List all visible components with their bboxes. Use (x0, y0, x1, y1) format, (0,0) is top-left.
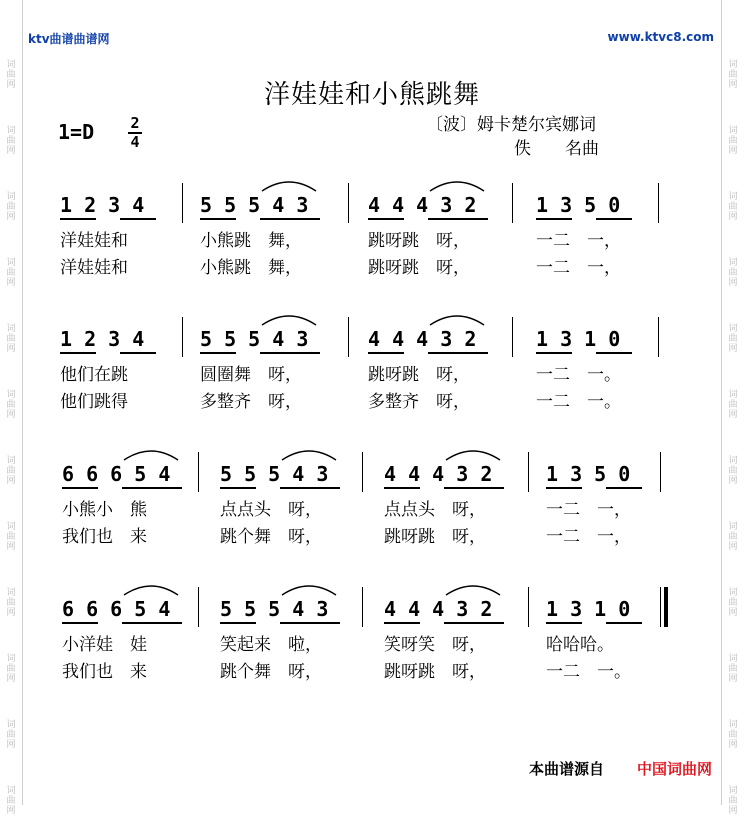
lyric-text: 跳呀跳 呀， (368, 258, 470, 278)
lyric-text: 跳呀跳 呀， (384, 662, 486, 682)
lyricist-credit: 〔波〕姆卡楚尔宾娜词 (426, 115, 596, 135)
lyric-text: 笑呀笑 呀， (384, 635, 486, 655)
side-watermark-left: 词 曲 网 (6, 258, 16, 288)
side-watermark-right: 词 曲 网 (728, 324, 738, 354)
lyric-text: 小熊跳 舞， (200, 231, 302, 251)
lyric-text: 多整齐 呀， (368, 392, 470, 412)
lyric-text: 跳呀跳 呀， (384, 527, 486, 547)
lyric-text: 哈哈哈。 (546, 635, 614, 655)
lyric-text: 一二 一， (546, 527, 631, 547)
measure-notes: 1 2 3 4 (60, 193, 145, 217)
side-watermark-right: 词 曲 网 (728, 258, 738, 288)
side-watermark-right: 词 曲 网 (728, 456, 738, 486)
measure-notes: 1 3 5 0 (536, 193, 621, 217)
side-watermark-right: 词 曲 网 (728, 126, 738, 156)
lyric-text: 一二 一。 (546, 662, 631, 682)
measure-notes: 5 5 5 4 3 (220, 462, 329, 486)
measure-notes: 4 4 4 3 2 (368, 193, 477, 217)
side-watermark-left: 词 曲 网 (6, 390, 16, 420)
lyric-text: 多整齐 呀， (200, 392, 302, 412)
side-watermark-right: 词 曲 网 (728, 60, 738, 90)
measure-notes: 5 5 5 4 3 (200, 327, 309, 351)
time-signature-top: 2 (130, 114, 140, 132)
measure-notes: 1 3 1 0 (536, 327, 621, 351)
slur-mark (282, 451, 336, 460)
lyric-text: 一二 一。 (536, 365, 621, 385)
lyric-text: 一二 一， (536, 258, 621, 278)
watermark-right-site: www.ktvc8.com (607, 30, 714, 44)
measure-notes: 1 3 1 0 (546, 597, 631, 621)
side-watermark-left: 词 曲 网 (6, 60, 16, 90)
lyric-text: 点点头 呀， (384, 500, 486, 520)
side-watermark-right: 词 曲 网 (728, 786, 738, 816)
slur-mark (446, 451, 500, 460)
lyric-text: 我们也 来 (62, 527, 147, 547)
lyric-text: 一二 一。 (536, 392, 621, 412)
lyric-text: 他们跳得 (60, 392, 128, 412)
lyric-text: 一二 一， (536, 231, 621, 251)
song-title: 洋娃娃和小熊跳舞 (263, 80, 480, 110)
slur-mark (262, 182, 316, 191)
lyric-text: 一二 一， (546, 500, 631, 520)
lyric-text: 洋娃娃和 (60, 231, 128, 251)
lyric-text: 跳个舞 呀， (220, 527, 322, 547)
side-watermark-right: 词 曲 网 (728, 588, 738, 618)
slur-mark (446, 586, 500, 595)
measure-notes: 6 6 6 5 4 (62, 597, 171, 621)
side-watermark-right: 词 曲 网 (728, 720, 738, 750)
lyric-text: 圆圈舞 呀， (200, 365, 302, 385)
side-watermark-right: 词 曲 网 (728, 522, 738, 552)
measure-notes: 4 4 4 3 2 (368, 327, 477, 351)
lyric-text: 我们也 来 (62, 662, 147, 682)
slur-mark (282, 586, 336, 595)
side-watermark-left: 词 曲 网 (6, 126, 16, 156)
side-watermark-left: 词 曲 网 (6, 588, 16, 618)
measure-notes: 1 2 3 4 (60, 327, 145, 351)
side-watermark-left: 词 曲 网 (6, 456, 16, 486)
lyric-text: 点点头 呀， (220, 500, 322, 520)
composer-credit: 佚 名曲 (514, 139, 599, 159)
slur-mark (124, 451, 178, 460)
slur-mark (430, 182, 484, 191)
lyric-text: 小熊小 熊 (62, 500, 147, 520)
measure-notes: 1 3 5 0 (546, 462, 631, 486)
lyric-text: 跳呀跳 呀， (368, 231, 470, 251)
lyric-text: 洋娃娃和 (60, 258, 128, 278)
measure-notes: 6 6 6 5 4 (62, 462, 171, 486)
lyric-text: 小熊跳 舞， (200, 258, 302, 278)
measure-notes: 4 4 4 3 2 (384, 597, 493, 621)
side-watermark-left: 词 曲 网 (6, 522, 16, 552)
side-watermark-left: 词 曲 网 (6, 654, 16, 684)
source-label: 本曲谱源自 (528, 760, 604, 778)
slur-mark (124, 586, 178, 595)
key-signature: 1=D (58, 120, 95, 144)
time-signature-bottom: 4 (130, 133, 140, 151)
lyric-text: 笑起来 啦， (220, 635, 322, 655)
watermark-left-site: ktv曲谱曲谱网 (28, 32, 110, 46)
measure-notes: 4 4 4 3 2 (384, 462, 493, 486)
side-watermark-right: 词 曲 网 (728, 654, 738, 684)
lyric-text: 跳个舞 呀， (220, 662, 322, 682)
side-watermark-right: 词 曲 网 (728, 192, 738, 222)
side-watermark-right: 词 曲 网 (728, 390, 738, 420)
lyric-text: 他们在跳 (60, 365, 128, 385)
side-watermark-left: 词 曲 网 (6, 720, 16, 750)
lyric-text: 小洋娃 娃 (62, 635, 147, 655)
measure-notes: 5 5 5 4 3 (220, 597, 329, 621)
side-watermark-left: 词 曲 网 (6, 786, 16, 816)
source-site-link[interactable]: 中国词曲网 (636, 760, 712, 778)
side-watermark-left: 词 曲 网 (6, 192, 16, 222)
slur-mark (262, 316, 316, 325)
lyric-text: 跳呀跳 呀， (368, 365, 470, 385)
side-watermark-left: 词 曲 网 (6, 324, 16, 354)
slur-mark (430, 316, 484, 325)
measure-notes: 5 5 5 4 3 (200, 193, 309, 217)
